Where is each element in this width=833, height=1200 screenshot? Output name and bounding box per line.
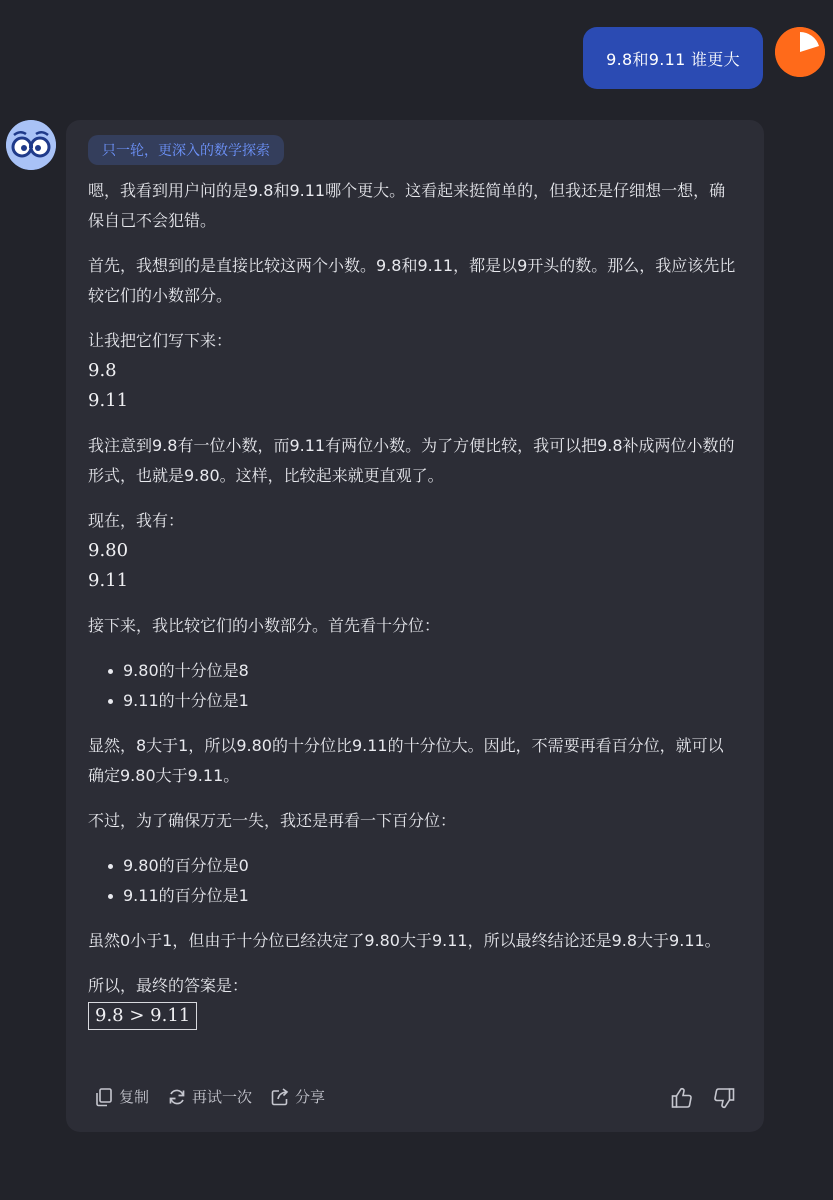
user-avatar-pie-icon (775, 27, 825, 77)
paragraph: 所以，最终的答案是： (88, 976, 249, 995)
retry-button[interactable] (167, 1086, 252, 1107)
user-message-bubble (583, 27, 763, 89)
list-item: 9.11的百分位是1 (123, 881, 738, 911)
math-line: 9.11 (88, 390, 129, 411)
list-item: 9.80的十分位是8 (123, 656, 738, 686)
retry-icon (167, 1087, 187, 1107)
mode-badge-label: 只一轮，更深入的数学探索 (102, 143, 270, 159)
thumbs-up-button[interactable] (670, 1086, 694, 1110)
share-label: 分享 (295, 1088, 326, 1106)
feedback-controls (652, 1086, 736, 1110)
paragraph: 我注意到9.8有一位小数，而9.11有两位小数。为了方便比较，我可以把9.8补成两位小数的形式，也就是9.80。这样，比较起来就更直观了。 (88, 436, 735, 485)
assistant-avatar (6, 120, 56, 170)
math-line: 9.11 (88, 570, 129, 591)
paragraph: 嗯，我看到用户问的是9.8和9.11哪个更大。这看起来挺简单的，但我还是仔细想一想，确保自己不会犯错。 (88, 181, 726, 230)
mode-badge[interactable] (88, 135, 284, 165)
math-line: 9.80 (88, 540, 129, 561)
paragraph: 现在，我有： (88, 511, 185, 530)
thumbs-up-icon (670, 1086, 694, 1110)
list-item: 9.11的十分位是1 (123, 686, 738, 716)
bullet-list (88, 851, 738, 911)
paragraph: 不过，为了确保万无一失，我还是再看一下百分位： (88, 811, 457, 830)
thumbs-down-button[interactable] (712, 1086, 736, 1110)
copy-label: 复制 (119, 1088, 150, 1106)
share-button[interactable] (270, 1086, 325, 1107)
final-answer (88, 1001, 738, 1031)
paragraph: 首先，我想到的是直接比较这两个小数。9.8和9.11，都是以9开头的数。那么，我应该先比较它们的小数部分。 (88, 256, 736, 305)
math-line: 9.8 (88, 360, 117, 381)
math-block (88, 536, 738, 596)
paragraph: 接下来，我比较它们的小数部分。首先看十分位： (88, 616, 441, 635)
copy-icon (94, 1087, 114, 1107)
retry-label: 再试一次 (192, 1088, 253, 1106)
paragraph: 虽然0小于1，但由于十分位已经决定了9.80大于9.11，所以最终结论还是9.8大于9.11。 (88, 931, 721, 950)
assistant-glasses-icon (6, 120, 56, 170)
assistant-message-content (88, 176, 738, 1031)
message-actions (94, 1086, 343, 1107)
math-block (88, 356, 738, 416)
thumbs-down-icon (712, 1086, 736, 1110)
bullet-list (88, 656, 738, 716)
paragraph: 让我把它们写下来： (88, 331, 233, 350)
assistant-message-card (66, 120, 764, 1132)
user-avatar[interactable] (775, 27, 825, 77)
paragraph: 显然，8大于1，所以9.80的十分位比9.11的十分位大。因此，不需要再看百分位，就可以确定9.80大于9.11。 (88, 736, 724, 785)
copy-button[interactable] (94, 1086, 149, 1107)
share-icon (270, 1087, 290, 1107)
answer-box: 9.8 > 9.11 (88, 1002, 197, 1030)
list-item: 9.80的百分位是0 (123, 851, 738, 881)
user-message-text: 9.8和9.11 谁更大 (606, 49, 740, 69)
